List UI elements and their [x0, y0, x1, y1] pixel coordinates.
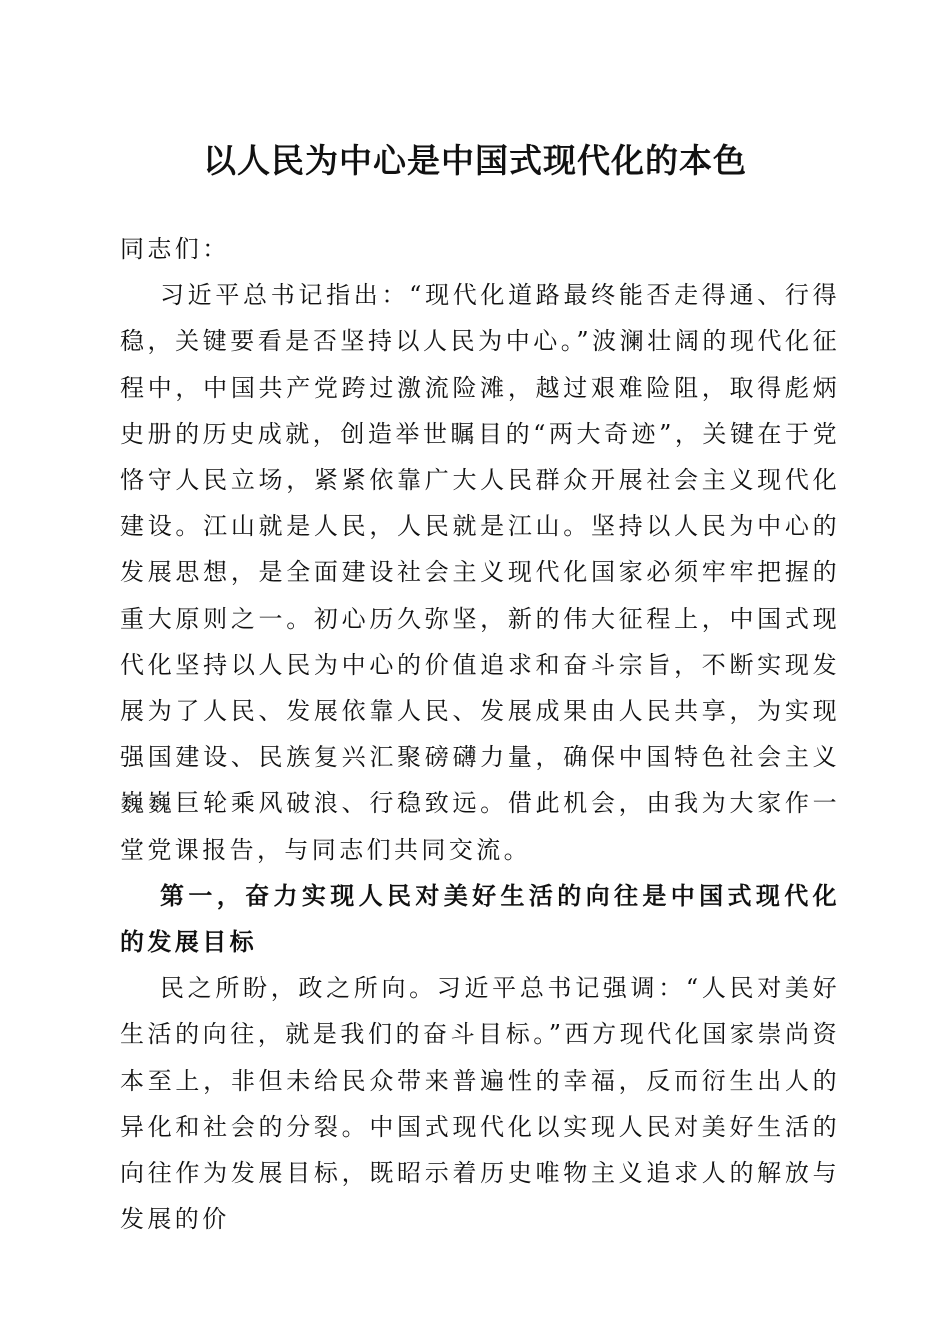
salutation: 同志们： — [120, 235, 230, 263]
document-body — [120, 226, 840, 1242]
intro-paragraph: 习近平总书记指出：“现代化道路最终能否走得通、行得稳，关键要看是否坚持以人民为中心。”波澜壮阔的现代化征程中，中国共产党跨过激流险滩，越过艰难险阻，取得彪炳史册的历史成就，创造举世瞩目的“两大奇迹”，关键在于党恪守人民立场，紧紧依靠广大人民群众开展社会主义现代化建设。江山就是人民，人民就是江山。坚持以人民为中心的发展思想，是全面建设社会主义现代化国家必须牢牢把握的重大原则之一。初心历久弥坚，新的伟大征程上，中国式现代化坚持以人民为中心的价值追求和奋斗宗旨，不断实现发展为了人民、发展依靠人民、发展成果由人民共享，为实现强国建设、民族复兴汇聚磅礴力量，确保中国特色社会主义巍巍巨轮乘风破浪、行稳致远。借此机会，由我为大家作一堂党课报告，与同志们共同交流。 — [120, 281, 840, 864]
section-paragraph: 民之所盼，政之所向。习近平总书记强调：“人民对美好生活的向往，就是我们的奋斗目标。”西方现代化国家崇尚资本至上，非但未给民众带来普遍性的幸福，反而衍生出人的异化和社会的分裂。中国式现代化以实现人民对美好生活的向往作为发展目标，既昭示着历史唯物主义追求人的解放与发展的价 — [120, 974, 840, 1234]
section-heading: 第一，奋力实现人民对美好生活的向往是中国式现代化的发展目标 — [120, 880, 840, 957]
document-title: 以人民为中心是中国式现代化的本色 — [203, 141, 747, 180]
